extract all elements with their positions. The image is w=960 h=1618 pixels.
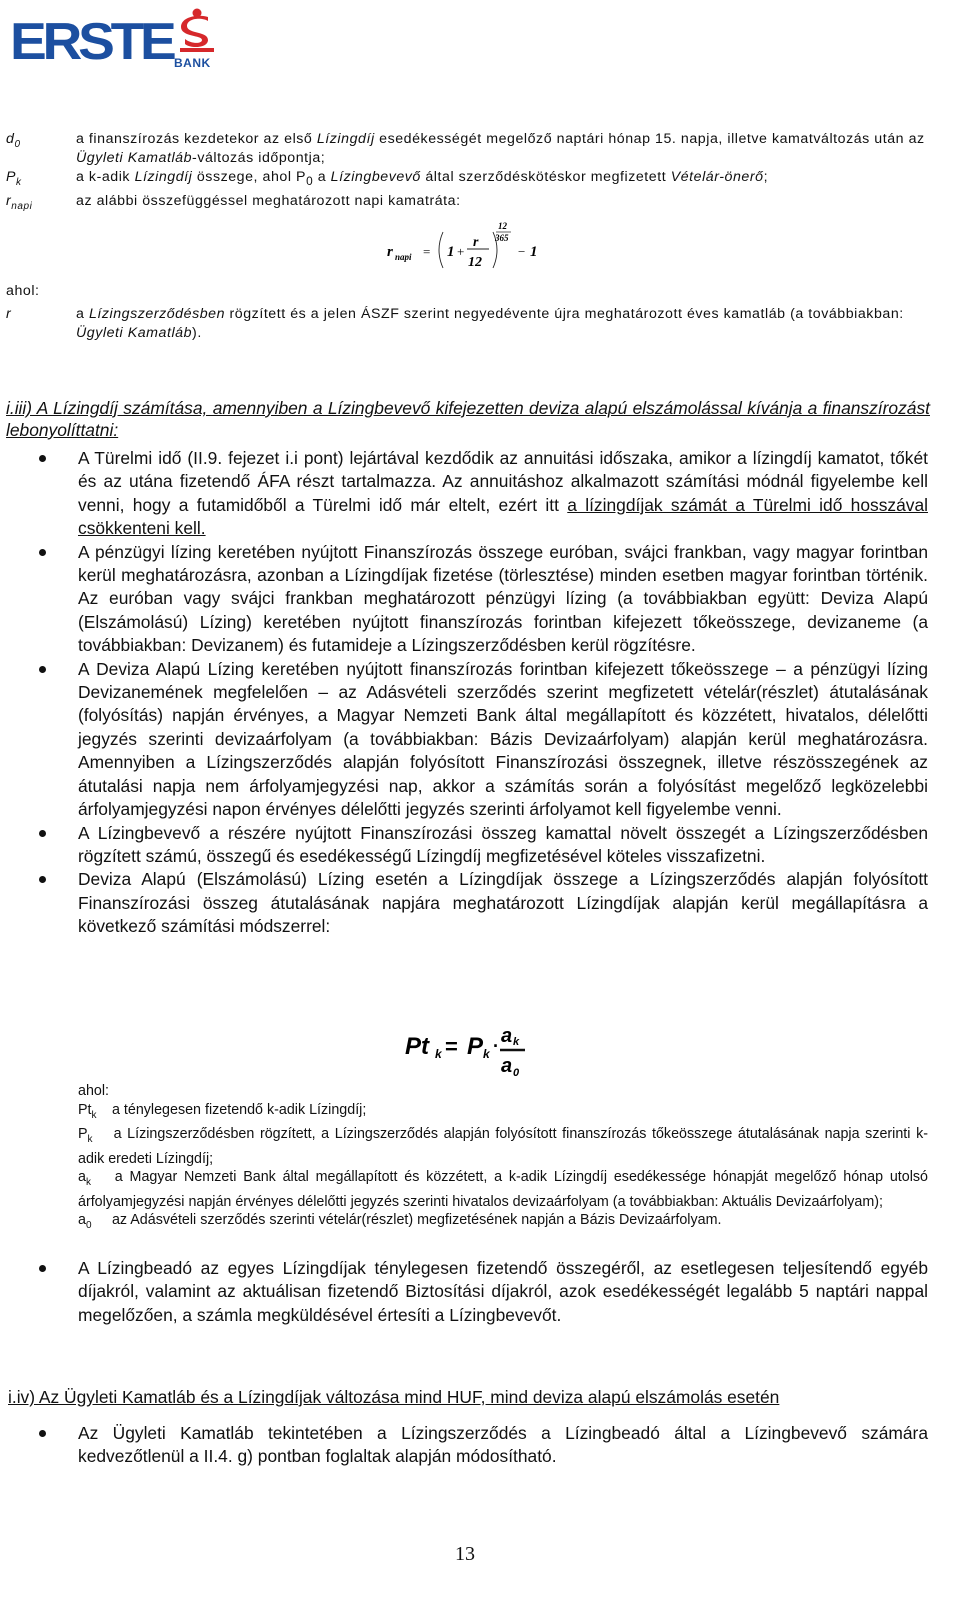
- bullet-list-notice: [6, 1257, 928, 1327]
- ahol-label: ahol:: [78, 1083, 110, 1099]
- erste-logo: [10, 6, 210, 70]
- formula-minus-one: 1: [530, 244, 538, 260]
- formula-denom: 12: [468, 255, 482, 270]
- list-item-text: A Deviza Alapú Lízing keretében nyújtott finanszírozás forintban kifejezett tőkeösszege – a pénzügyi lízing Devizanemének megfelelően – az Adásvételi szerződés szerint megfizetett vételár(részlet) átutalásának (folyósítás) napján érvényes, a Magyar Nemzeti Bank által megállapított és közzétett, hivatalos, délelőtti jegyzés szerinti devizaárfolyam (a továbbiakban: Bázis Devizaárfolyam) alapján kerül meghatározásra. Amennyiben a Lízingszerződés alapján folyósított Finanszírozási összegnek, illetve részösszegének az átutalási napja nem árfolyamjegyzési nap, akkor a számítás során a folyósítást megelőző legközelebbi árfolyamjegyzési napon érvényes délelőtti jegyzés szerinti árfolyamot kell figyelembe venni.: [78, 658, 928, 820]
- formula-left-paren: [439, 232, 443, 268]
- list-item-text: A Türelmi idő (II.9. fejezet i.i pont) lejártával kezdődik az annuitási időszaka, amikor a lízingdíj kamatot, tőkét és az utána fizetendő ÁFA részt tartalmazza. Az annuitáshoz alkalmazott számítási módnál figyelembe kell venni, hogy a futamidőből a Türelmi idő már eltelt, ezért itt a lízingdíjak számát a Türelmi idő hosszával csökkenteni kell.: [78, 448, 928, 539]
- logo-bank-text: BANK: [174, 56, 211, 70]
- formula-pt-sub: k: [435, 1047, 442, 1061]
- formula-r: r: [473, 235, 479, 250]
- logo-wordmark: ERSTE: [10, 13, 173, 71]
- definition-rnapi: [6, 192, 936, 216]
- definition-symbol: r: [6, 306, 12, 322]
- list-item-text: A pénzügyi lízing keretében nyújtott Finanszírozás összege euróban, svájci frankban, vagy magyar forintban kerül meghatározásra, azonban a Lízingdíjak fizetése (törlesztése) minden esetben magyar forintban történik. Az euróban vagy svájci frankban meghatározott pénzügyi lízing (a továbbiakban együtt: Deviza Alapú (Elszámolású) Lízing) keretében nyújtott finanszírozás forintban kifejezett tőkeösszege, devizaneme (a továbbiakban: Devizanem) és futamideje a Lízingszerződésben kerül rögzítésre.: [78, 541, 928, 656]
- legend-item: $P_k$ a Lízingszerződésben rögzített, a Lízingszerződés alapján folyósított finanszírozás tőkeösszege átutalásának napja szerinti k-adik eredeti Lízingdíj;: [78, 1126, 928, 1167]
- section-heading-iv: i.iv) Az Ügyleti Kamatláb és a Lízingdíjak változása mind HUF, mind deviza alapú elszámolás esetén: [8, 1387, 780, 1407]
- formula-den-sub: 0: [513, 1067, 520, 1079]
- formula-lhs-sub: napi: [395, 252, 412, 262]
- formula-p-sub: k: [483, 1047, 490, 1061]
- legend-item: $a_0$ az Adásvételi szerződés szerinti vételár(részlet) megfizetésének napján a Bázis Devizaárfolyam.: [78, 1211, 928, 1235]
- formula-rnapi: [385, 218, 550, 272]
- list-item: [6, 658, 928, 822]
- definition-symbol: $d_0$: [6, 131, 21, 150]
- formula-den: a: [501, 1055, 513, 1077]
- legend-symbol: $P_k$: [78, 1126, 93, 1145]
- bullet-dot-icon: [6, 658, 78, 822]
- definition-symbol: $r_{napi}$: [6, 192, 33, 212]
- definition-text: a Lízingszerződésben rögzített és a jelen ÁSZF szerint negyedévente újra meghatározott éves kamatláb (a továbbiakban: Ügyleti Kamatláb).: [76, 306, 904, 341]
- definition-pk: [6, 168, 936, 192]
- bullet-dot-icon: [6, 822, 78, 869]
- formula-ptk: [405, 1022, 529, 1080]
- list-item: [6, 541, 928, 658]
- formula-num: a: [501, 1025, 513, 1047]
- formula-legend: [78, 1082, 928, 1236]
- bullet-dot-icon: [6, 1422, 78, 1469]
- list-item: [6, 1257, 928, 1327]
- formula-p: P: [467, 1033, 484, 1060]
- list-item: [6, 868, 928, 938]
- legend-symbol: $Pt_k$: [78, 1101, 97, 1121]
- formula-pt: Pt: [405, 1033, 429, 1060]
- formula-lhs: r: [387, 244, 393, 260]
- definition-d0: [6, 130, 936, 168]
- list-item-text: A Lízingbevevő a részére nyújtott Finanszírozási összeg kamattal növelt összegét a Lízingszerződésben rögzített számú, összegű és esedékességű Lízingdíj megfizetésével köteles visszafizetni.: [78, 822, 928, 866]
- legend-item: $a_k$ a Magyar Nemzeti Bank által megállapított és közzétett, a k-adik Lízingdíj esedékessége hónapját megelőző hónap utolsó árfolyamjegyzési napján érvényes délelőtti jegyzés szerinti hivatalos devizaárfolyam (a továbbiakban: Aktuális Devizaárfolyam);: [78, 1169, 928, 1210]
- list-item-text: Deviza Alapú (Elszámolású) Lízing esetén a Lízingdíjak összege a Lízingszerződés alapján folyósított Finanszírozási összeg átutalásának napjára meghatározott Lízingdíjak alapján kerül megállapításra a következő számítási módszerrel:: [78, 869, 928, 937]
- formula-equals: =: [445, 1034, 458, 1059]
- bullet-dot-icon: [6, 447, 78, 541]
- list-item: [6, 447, 928, 541]
- list-item: [6, 1422, 928, 1469]
- definition-symbol: $P_k$: [6, 169, 22, 188]
- list-item-text: Az Ügyleti Kamatláb tekintetében a Lízingszerződés a Lízingbeadó által a Lízingbevevő számára kedvezőtlenül a II.4. g) pontban foglaltak alapján módosítható.: [78, 1423, 928, 1467]
- definition-text: a finanszírozás kezdetekor az első Lízingdíj esedékességét megelőző naptári hónap 15. napja, illetve kamatváltozás után az Ügyleti Kamatláb-változás időpontja;: [76, 131, 925, 166]
- page-number: 13: [455, 1543, 475, 1565]
- definitions-list: [6, 130, 936, 216]
- bullet-dot-icon: [6, 868, 78, 938]
- bullet-list-iv: [6, 1422, 928, 1469]
- formula-equals: =: [423, 244, 431, 259]
- section-heading-iii: i.iii) A Lízingdíj számítása, amennyiben a Lízingbevevő kifejezetten deviza alapú elszámolással kívánja a finanszírozást lebonyolíttatni:: [6, 398, 930, 440]
- bullet-dot-icon: [6, 541, 78, 658]
- legend-symbol: $a_0$: [78, 1212, 92, 1231]
- formula-one: 1: [447, 244, 455, 260]
- list-item-text: A Lízingbeadó az egyes Lízingdíjak ténylegesen fizetendő összegéről, az esetlegesen teljesítendő egyéb díjakról, valamint az aktuálisan fizetendő Biztosítási díjakról, azok esedékességét legalább 5 naptári nappal megelőzően, a számla megküldésével értesíti a Lízingbevevőt.: [78, 1258, 928, 1325]
- definition-text: a k-adik Lízingdíj összege, ahol $P_0$ a Lízingbevevő által szerződéskötéskor megfizetett Vételár-önerő;: [76, 169, 769, 188]
- bullet-list-iii: [6, 447, 928, 939]
- formula-exp-den: 365: [495, 233, 509, 243]
- formula-exp-num: 12: [498, 221, 507, 231]
- formula-dot: ·: [493, 1036, 499, 1056]
- legend-item: $Pt_k$ a ténylegesen fizetendő k-adik Lízingdíj;: [78, 1101, 928, 1125]
- formula-num-sub: k: [513, 1036, 520, 1048]
- formula-minus: −: [518, 244, 526, 259]
- bullet-dot-icon: [6, 1257, 78, 1327]
- definition-r: [6, 305, 936, 343]
- list-item: [6, 822, 928, 869]
- erste-s-mark-icon: [178, 8, 216, 54]
- definition-text: az alábbi összefüggéssel meghatározott napi kamatráta:: [76, 192, 461, 209]
- ahol-label: ahol:: [6, 283, 40, 299]
- formula-plus: +: [457, 244, 465, 259]
- legend-symbol: $a_k$: [78, 1169, 91, 1188]
